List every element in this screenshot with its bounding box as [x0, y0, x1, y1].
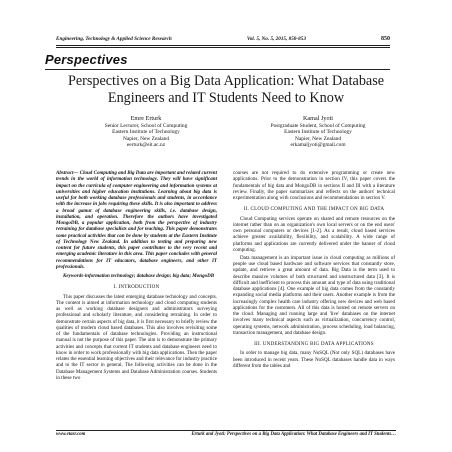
section-heading: II. CLOUD COMPUTING AND THE IMPACT ON BIG DATA: [243, 206, 385, 213]
body-paragraph: In order to manage big data, many NoSQL (Not only SQL) databases have been introduced in recent years. These NoSQL databases handle data in ways different from the tables and: [233, 350, 395, 369]
intro-continuation: courses are not required to do extensive programming or create new applications. Prior to the demonstration in section IV, this paper covers the fundamentals of big data and MongoDB in sections II and III with a literature review. Finally, the paper summarizes and reflects on the authors' technical experimentation along with conclusions and recommendations in section V.: [233, 170, 395, 201]
author-location: Napier, New Zealand: [294, 135, 342, 142]
body-paragraph: Data management is an important issue in cloud computing as millions of people use cloud based hardware and software services that constantly store, update, and retrieve a great amount of data. Big Data is the term used to describe massive volumes of both structured and unstructured data [3]. It is difficult and inefficient to process this amount and type of data using traditional database applications [4]. One example of big data comes from the constantly expanding social media platforms and their users. Another example is from the increasingly complex health care industry offering new devices and web based applications for the customers. All of this data is hosted on remote servers on the cloud. Managing and running large and 'live' databases on the internet involves many technical aspects such as virtualization, concurrency control, operating systems, network administration, process scheduling, load balancing, transaction management, and database design.: [233, 254, 395, 336]
author-name: Kamal Jyoti: [302, 115, 334, 122]
author-location: Napier, New Zealand: [122, 135, 170, 142]
abstract-label: Abstract: [56, 170, 74, 176]
body-paragraph: Cloud Computing services operate on shared and remote resources on the internet rather than on an organization's own local servers or on the end users' own personal computers or devices [1-2]. As a result, cloud based services achieve greater availability, flexibility, and scalability. A wide range of platforms and applications are currently delivered under the banner of cloud computing.: [233, 215, 395, 253]
section-heading: I. INTRODUCTION: [113, 284, 160, 291]
left-column: [56, 170, 217, 383]
right-column: [233, 170, 395, 371]
abstract-text: — Cloud Computing and Big Data are important and related current trends in the world of information technology. They will have significant impact on the curricula of computer engineering and information systems at universities and higher education institutions. Learning about big data is useful for both working database professionals and students, in accordance with the increase in jobs requiring these skills. It is also important to address a broad gamut of database engineering skills, i.e. database design, installation, and operation. Therefore the authors have investigated MongoDB, a popular application, both from the perspective of industry retraining for database specialists and for teaching. This paper demonstrates some practical activities that can be done by students at the Eastern Institute of Technology New Zealand. In addition to testing and preparing new content for future students, this paper contributes to the very recent and emerging academic literature in this area. This paper concludes with general recommendations for IT educators, database engineers, and other IT professionals.: [56, 170, 217, 270]
paper-title: Perspectives on a Big Data Application: What Database Engineers and IT Students Need to Know: [67, 73, 385, 106]
header-rule-thin: [56, 47, 390, 48]
header-rule: [56, 45, 390, 46]
running-footer: [56, 432, 396, 437]
section-heading: III. UNDERSTANDING BIG DATA APPLICATIONS: [254, 341, 374, 348]
page-number: 850: [380, 36, 390, 42]
journal-name: Engineering, Technology & Applied Science Research: [56, 36, 172, 42]
volume-info: Vol. 5, No. 5, 2015, 850-853: [246, 36, 306, 42]
author-affiliation: Postgraduate Student, School of Computing: [270, 122, 366, 129]
footer-rule: [56, 430, 396, 431]
author-affiliation: Senior Lecturer, School of Computing: [104, 122, 188, 129]
footer-citation: Erturk and Jyoti: Perspectives on a Big Data Application: What Database Engineers and IT Students…: [191, 432, 396, 437]
keywords: Keywords-information technology; database design; big data; MongoDB: [63, 273, 215, 279]
author-1: [56, 116, 236, 149]
author-institution: Eastern Institute of Technology: [112, 129, 180, 136]
footer-website: www.etasr.com: [56, 432, 86, 437]
author-name: Emre Erturk: [130, 115, 162, 122]
abstract: [56, 170, 217, 270]
section-tag-rule: [45, 69, 390, 70]
intro-paragraph: This paper discusses the latest emerging database technology and concepts. The content is aimed at information technology and cloud computing students as well as working database designers and administrators surveying professional and scholarly literature, and considering retraining. In order to demonstrate certain aspects of big data, it is first necessary to briefly review the qualities of modern cloud based databases. This also involves revisiting some of the fundamentals of database technologies. Providing an instructional manual is not the purpose of this paper. The aim is to demonstrate the primary activities and concepts that current IT students and database engineers need to know in order to work professionally with big data applications. Then the paper relates the essential learning objectives and their relevance for industry practice and to the IT sector in general. The following activities can be done in the Database Management Systems and Database Administration courses. Students in these two: [56, 293, 217, 381]
author-email: erkamaljyoti@gmail.com: [290, 142, 346, 149]
section-tag: Perspectives: [45, 52, 128, 67]
author-email: eerturk@eit.ac.nz: [126, 142, 166, 149]
author-2: [228, 116, 408, 149]
running-header: [56, 36, 390, 42]
author-institution: Eastern Institute of Technology: [284, 129, 352, 136]
